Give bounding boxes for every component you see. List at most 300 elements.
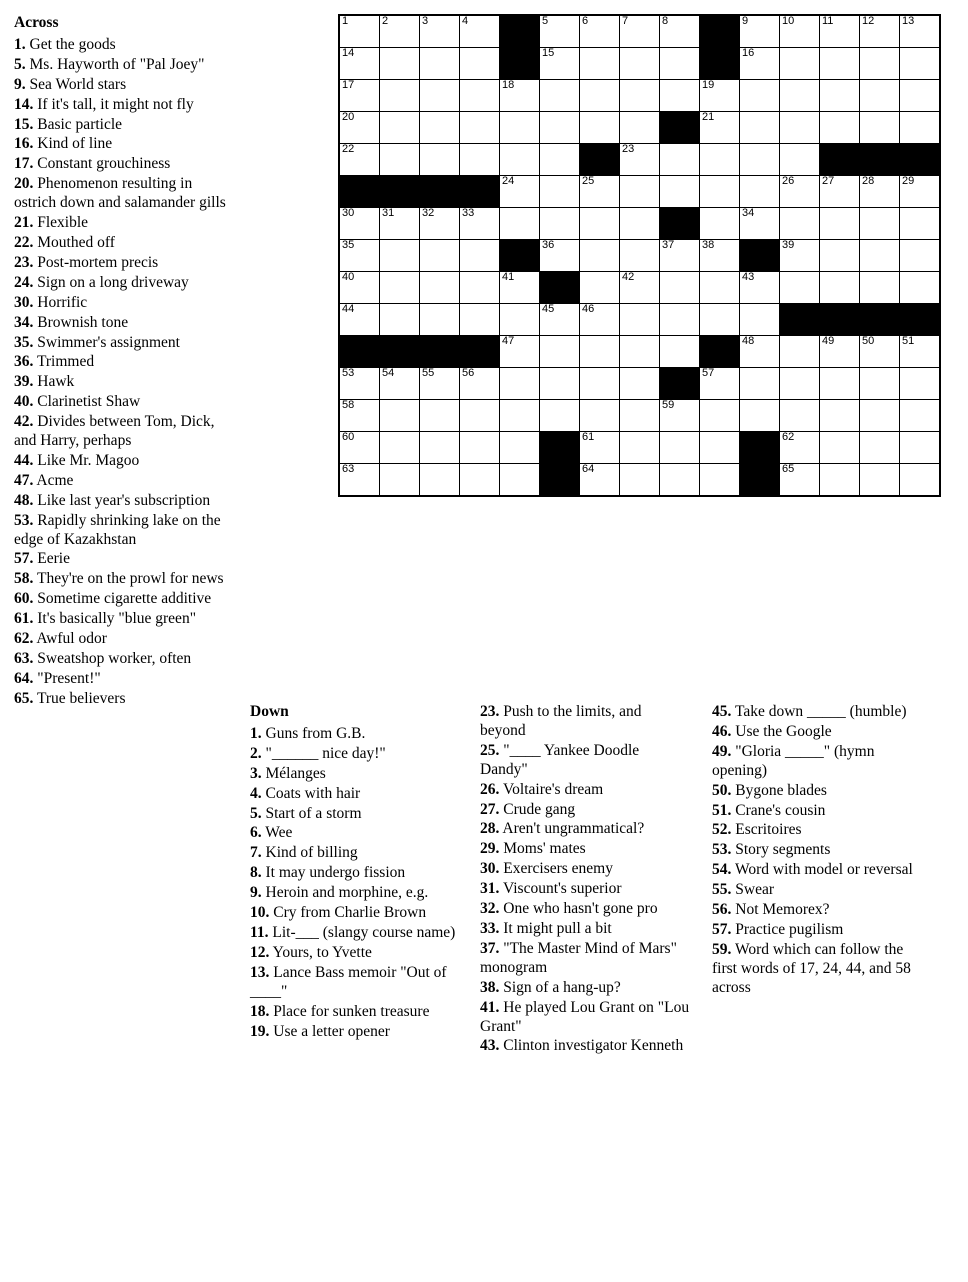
grid-cell[interactable] (500, 432, 540, 464)
clue-number: 18. (250, 1002, 270, 1020)
grid-cell[interactable] (900, 432, 941, 464)
grid-cell[interactable] (900, 464, 941, 497)
grid-cell[interactable] (460, 48, 500, 80)
grid-cell[interactable] (339, 15, 380, 48)
clue-number: 14. (14, 95, 34, 113)
grid-cell[interactable] (339, 80, 380, 112)
grid-cell[interactable] (339, 272, 380, 304)
clue-text: Rapidly shrinking lake on the edge of Kazakhstan (14, 511, 221, 548)
grid-cell[interactable] (620, 336, 660, 368)
grid-cell[interactable] (700, 176, 740, 208)
grid-row (339, 272, 940, 304)
grid-cell[interactable] (780, 176, 820, 208)
grid-cell[interactable] (620, 15, 660, 48)
grid-cell[interactable] (860, 368, 900, 400)
clue-text: Use the Google (731, 722, 832, 740)
grid-cell[interactable] (780, 15, 820, 48)
clue-text: Basic particle (33, 115, 123, 133)
grid-row (339, 48, 940, 80)
grid-block-cell (420, 176, 460, 208)
grid-cell[interactable] (420, 240, 460, 272)
grid-cell[interactable] (860, 336, 900, 368)
grid-cell[interactable] (620, 304, 660, 336)
grid-cell[interactable] (860, 208, 900, 240)
grid-cell[interactable] (500, 144, 540, 176)
grid-cell[interactable] (660, 336, 700, 368)
grid-cell[interactable] (339, 400, 380, 432)
grid-cell[interactable] (500, 112, 540, 144)
grid-cell[interactable] (900, 272, 941, 304)
clue-item (14, 550, 229, 569)
grid-cell[interactable] (780, 368, 820, 400)
grid-cell[interactable] (420, 15, 460, 48)
clue-text: "Gloria _____" (hymn opening) (712, 742, 875, 779)
grid-cell[interactable] (740, 15, 780, 48)
grid-cell[interactable] (540, 400, 580, 432)
grid-cell[interactable] (900, 400, 941, 432)
grid-cell-number: 18 (502, 79, 515, 91)
grid-cell[interactable] (780, 464, 820, 497)
grid-cell[interactable] (620, 208, 660, 240)
grid-cell[interactable] (900, 112, 941, 144)
grid-cell[interactable] (820, 336, 860, 368)
grid-cell[interactable] (740, 144, 780, 176)
grid-cell[interactable] (580, 368, 620, 400)
grid-cell[interactable] (460, 112, 500, 144)
grid-cell-number: 46 (582, 303, 595, 315)
grid-cell[interactable] (660, 48, 700, 80)
grid-cell[interactable] (420, 464, 460, 497)
grid-cell-number: 23 (622, 143, 635, 155)
grid-cell[interactable] (339, 304, 380, 336)
grid-cell[interactable] (460, 304, 500, 336)
grid-cell[interactable] (700, 464, 740, 497)
grid-cell[interactable] (420, 208, 460, 240)
grid-cell-number: 34 (742, 207, 755, 219)
clue-text: "Present!" (33, 669, 101, 687)
clue-item (14, 96, 229, 115)
grid-cell[interactable] (660, 304, 700, 336)
clue-item (480, 920, 690, 939)
grid-cell[interactable] (780, 272, 820, 304)
grid-cell[interactable] (740, 400, 780, 432)
grid-cell[interactable] (900, 80, 941, 112)
grid-cell[interactable] (380, 400, 420, 432)
grid-cell[interactable] (380, 464, 420, 497)
clue-text: Heroin and morphine, e.g. (261, 884, 429, 902)
clue-number: 64. (14, 669, 34, 687)
grid-cell-number: 39 (782, 239, 795, 251)
grid-block-cell (460, 176, 500, 208)
grid-cell[interactable] (380, 304, 420, 336)
grid-cell[interactable] (380, 144, 420, 176)
grid-cell[interactable] (740, 336, 780, 368)
grid-cell[interactable] (339, 48, 380, 80)
grid-cell[interactable] (420, 432, 460, 464)
clue-text: Kind of line (33, 135, 113, 153)
grid-cell[interactable] (660, 464, 700, 497)
clue-number: 59. (712, 940, 732, 958)
clue-item (14, 155, 229, 174)
grid-cell[interactable] (580, 80, 620, 112)
grid-cell[interactable] (420, 48, 460, 80)
grid-cell[interactable] (820, 400, 860, 432)
grid-cell[interactable] (700, 80, 740, 112)
grid-cell[interactable] (620, 368, 660, 400)
grid-cell[interactable] (380, 208, 420, 240)
grid-cell[interactable] (540, 144, 580, 176)
grid-cell-number: 64 (582, 463, 595, 475)
clue-number: 36. (14, 353, 34, 371)
grid-cell[interactable] (339, 112, 380, 144)
clue-item (14, 590, 229, 609)
grid-row (339, 112, 940, 144)
grid-cell[interactable] (820, 80, 860, 112)
grid-cell-number: 32 (422, 207, 435, 219)
grid-cell[interactable] (540, 48, 580, 80)
clue-number: 9. (14, 75, 26, 93)
grid-cell[interactable] (460, 144, 500, 176)
grid-cell[interactable] (820, 112, 860, 144)
clue-number: 26. (480, 780, 500, 798)
grid-cell[interactable] (420, 144, 460, 176)
grid-cell[interactable] (780, 400, 820, 432)
grid-cell[interactable] (700, 112, 740, 144)
grid-cell[interactable] (540, 176, 580, 208)
clue-item (14, 413, 229, 451)
grid-cell[interactable] (780, 208, 820, 240)
crossword-grid[interactable] (338, 14, 941, 497)
grid-cell[interactable] (860, 176, 900, 208)
grid-cell[interactable] (820, 368, 860, 400)
grid-cell[interactable] (339, 368, 380, 400)
grid-cell[interactable] (420, 368, 460, 400)
grid-cell[interactable] (820, 272, 860, 304)
grid-cell[interactable] (860, 112, 900, 144)
grid-cell[interactable] (740, 48, 780, 80)
grid-cell[interactable] (660, 144, 700, 176)
clue-number: 39. (14, 373, 34, 391)
grid-cell[interactable] (339, 240, 380, 272)
grid-cell[interactable] (700, 240, 740, 272)
grid-cell[interactable] (500, 208, 540, 240)
grid-cell[interactable] (540, 304, 580, 336)
grid-cell[interactable] (860, 464, 900, 497)
grid-cell-number: 5 (542, 15, 549, 27)
grid-cell[interactable] (380, 48, 420, 80)
grid-cell[interactable] (420, 272, 460, 304)
grid-cell[interactable] (540, 240, 580, 272)
grid-cell[interactable] (420, 112, 460, 144)
grid-cell[interactable] (500, 400, 540, 432)
grid-block-cell (900, 304, 941, 336)
grid-cell[interactable] (540, 15, 580, 48)
clue-text: Crane's cousin (731, 801, 826, 819)
grid-cell[interactable] (460, 208, 500, 240)
grid-cell[interactable] (700, 432, 740, 464)
clue-item (14, 56, 229, 75)
grid-cell[interactable] (460, 432, 500, 464)
grid-cell[interactable] (740, 176, 780, 208)
grid-cell-number: 61 (582, 431, 595, 443)
grid-cell[interactable] (380, 80, 420, 112)
grid-cell[interactable] (780, 336, 820, 368)
grid-row (339, 400, 940, 432)
grid-cell[interactable] (540, 336, 580, 368)
grid-cell[interactable] (580, 15, 620, 48)
clue-number: 47. (14, 471, 34, 489)
clue-number: 9. (250, 884, 262, 902)
grid-cell[interactable] (620, 112, 660, 144)
grid-cell[interactable] (660, 432, 700, 464)
clue-number: 2. (250, 744, 262, 762)
grid-row (339, 464, 940, 497)
grid-cell[interactable] (339, 464, 380, 497)
clue-item (712, 881, 922, 900)
clue-item (14, 452, 229, 471)
grid-cell[interactable] (380, 432, 420, 464)
grid-cell[interactable] (500, 336, 540, 368)
grid-cell[interactable] (500, 464, 540, 497)
grid-cell[interactable] (860, 48, 900, 80)
grid-cell[interactable] (860, 272, 900, 304)
grid-cell[interactable] (540, 208, 580, 240)
grid-cell[interactable] (900, 368, 941, 400)
grid-cell[interactable] (740, 208, 780, 240)
grid-cell[interactable] (380, 15, 420, 48)
clue-item (14, 690, 229, 709)
clue-item (250, 1023, 458, 1042)
grid-cell-number: 38 (702, 239, 715, 251)
grid-cell[interactable] (860, 80, 900, 112)
grid-cell[interactable] (500, 176, 540, 208)
clue-text: Mélanges (261, 764, 326, 782)
grid-cell[interactable] (660, 272, 700, 304)
grid-cell[interactable] (900, 48, 941, 80)
clue-item (14, 353, 229, 372)
grid-cell[interactable] (380, 112, 420, 144)
grid-cell[interactable] (339, 144, 380, 176)
grid-cell[interactable] (580, 112, 620, 144)
grid-cell[interactable] (700, 272, 740, 304)
clue-item (480, 820, 690, 839)
grid-cell[interactable] (500, 80, 540, 112)
clue-text: "______ nice day!" (261, 744, 386, 762)
clue-item (14, 135, 229, 154)
grid-cell[interactable] (820, 240, 860, 272)
grid-cell[interactable] (900, 240, 941, 272)
grid-cell-number: 41 (502, 271, 515, 283)
clue-text: Trimmed (33, 353, 95, 371)
grid-cell[interactable] (780, 80, 820, 112)
clue-item (14, 116, 229, 135)
clue-text: Guns from G.B. (261, 724, 366, 742)
clue-text: Story segments (731, 841, 831, 859)
grid-cell[interactable] (700, 368, 740, 400)
grid-cell[interactable] (420, 400, 460, 432)
grid-cell[interactable] (660, 80, 700, 112)
clue-item (250, 725, 458, 744)
grid-cell-number: 60 (342, 431, 355, 443)
clue-text: Swimmer's assignment (33, 333, 180, 351)
grid-block-cell (900, 144, 941, 176)
grid-cell[interactable] (700, 304, 740, 336)
clue-item (250, 1003, 458, 1022)
grid-cell[interactable] (580, 208, 620, 240)
clue-item (14, 393, 229, 412)
grid-cell-number: 10 (782, 15, 795, 27)
grid-cell[interactable] (460, 80, 500, 112)
grid-cell[interactable] (620, 176, 660, 208)
grid-cell[interactable] (780, 48, 820, 80)
grid-block-cell (420, 336, 460, 368)
grid-row (339, 15, 940, 48)
clue-text: Yours, to Yvette (269, 943, 372, 961)
grid-cell[interactable] (460, 400, 500, 432)
grid-cell[interactable] (580, 272, 620, 304)
grid-cell[interactable] (580, 48, 620, 80)
grid-cell[interactable] (500, 368, 540, 400)
grid-block-cell (500, 48, 540, 80)
grid-cell[interactable] (580, 336, 620, 368)
clue-item (712, 723, 922, 742)
clue-text: Push to the limits, and beyond (480, 703, 642, 739)
grid-cell[interactable] (700, 144, 740, 176)
grid-cell[interactable] (660, 15, 700, 48)
grid-cell[interactable] (460, 240, 500, 272)
grid-cell[interactable] (580, 432, 620, 464)
grid-cell[interactable] (740, 368, 780, 400)
grid-cell[interactable] (780, 112, 820, 144)
grid-cell[interactable] (900, 176, 941, 208)
clue-text: Use a letter opener (269, 1022, 390, 1040)
grid-cell[interactable] (700, 208, 740, 240)
grid-cell-number: 57 (702, 367, 715, 379)
clue-text: Eerie (33, 550, 70, 568)
grid-cell[interactable] (380, 272, 420, 304)
grid-cell[interactable] (380, 240, 420, 272)
grid-cell-number: 35 (342, 239, 355, 251)
down-clues-column-2 (480, 703, 690, 1057)
grid-cell[interactable] (860, 240, 900, 272)
grid-cell[interactable] (820, 464, 860, 497)
grid-cell[interactable] (580, 304, 620, 336)
grid-cell[interactable] (620, 80, 660, 112)
clue-number: 19. (250, 1022, 270, 1040)
grid-cell[interactable] (620, 432, 660, 464)
grid-cell[interactable] (860, 15, 900, 48)
grid-cell[interactable] (740, 112, 780, 144)
clue-text: Get the goods (25, 35, 116, 53)
grid-cell[interactable] (339, 208, 380, 240)
clue-number: 22. (14, 233, 34, 251)
grid-cell[interactable] (500, 304, 540, 336)
grid-row (339, 80, 940, 112)
grid-cell[interactable] (820, 15, 860, 48)
grid-table[interactable] (338, 14, 941, 497)
grid-cell[interactable] (820, 432, 860, 464)
grid-cell[interactable] (620, 240, 660, 272)
grid-cell[interactable] (740, 272, 780, 304)
grid-cell[interactable] (820, 48, 860, 80)
clue-number: 30. (480, 860, 500, 878)
grid-cell-number: 8 (662, 15, 669, 27)
clue-item (480, 880, 690, 899)
grid-cell[interactable] (740, 304, 780, 336)
clue-number: 1. (14, 35, 26, 53)
grid-cell[interactable] (420, 80, 460, 112)
grid-cell[interactable] (580, 400, 620, 432)
clue-text: Like last year's subscription (33, 491, 211, 509)
clue-item (250, 785, 458, 804)
clue-number: 12. (250, 943, 270, 961)
grid-cell[interactable] (420, 304, 460, 336)
grid-cell[interactable] (540, 368, 580, 400)
grid-cell[interactable] (860, 432, 900, 464)
grid-block-cell (540, 464, 580, 497)
grid-cell[interactable] (580, 176, 620, 208)
clue-number: 44. (14, 451, 34, 469)
grid-cell[interactable] (580, 464, 620, 497)
grid-cell[interactable] (620, 464, 660, 497)
grid-cell[interactable] (900, 15, 941, 48)
grid-cell[interactable] (700, 400, 740, 432)
grid-cell[interactable] (780, 144, 820, 176)
clue-number: 27. (480, 800, 500, 818)
grid-cell[interactable] (620, 144, 660, 176)
grid-cell[interactable] (660, 400, 700, 432)
grid-cell[interactable] (620, 400, 660, 432)
grid-block-cell (740, 432, 780, 464)
grid-cell[interactable] (860, 400, 900, 432)
grid-cell[interactable] (460, 368, 500, 400)
grid-cell[interactable] (380, 368, 420, 400)
grid-cell[interactable] (660, 176, 700, 208)
grid-cell[interactable] (900, 208, 941, 240)
grid-cell[interactable] (620, 48, 660, 80)
grid-cell[interactable] (540, 80, 580, 112)
clue-text: Swear (731, 881, 774, 899)
grid-cell[interactable] (820, 176, 860, 208)
clue-text: "____ Yankee Doodle Dandy" (480, 741, 640, 778)
clue-item (712, 743, 922, 781)
grid-cell[interactable] (460, 15, 500, 48)
grid-cell[interactable] (339, 432, 380, 464)
clue-number: 33. (480, 919, 500, 937)
grid-cell[interactable] (540, 112, 580, 144)
grid-cell[interactable] (460, 272, 500, 304)
clue-item (250, 745, 458, 764)
clue-text: Acme (33, 471, 74, 489)
grid-cell-number: 62 (782, 431, 795, 443)
clue-text: Viscount's superior (499, 880, 622, 898)
grid-cell[interactable] (580, 240, 620, 272)
grid-cell[interactable] (460, 464, 500, 497)
grid-block-cell (660, 112, 700, 144)
grid-cell[interactable] (620, 272, 660, 304)
clue-text: Word with model or reversal (731, 861, 913, 879)
grid-block-cell (860, 144, 900, 176)
grid-cell[interactable] (820, 208, 860, 240)
grid-cell[interactable] (780, 240, 820, 272)
clue-text: If it's tall, it might not fly (33, 95, 194, 113)
grid-cell-number: 58 (342, 399, 355, 411)
grid-cell[interactable] (500, 272, 540, 304)
grid-cell[interactable] (660, 240, 700, 272)
grid-cell[interactable] (780, 432, 820, 464)
grid-cell[interactable] (740, 80, 780, 112)
grid-cell[interactable] (900, 336, 941, 368)
